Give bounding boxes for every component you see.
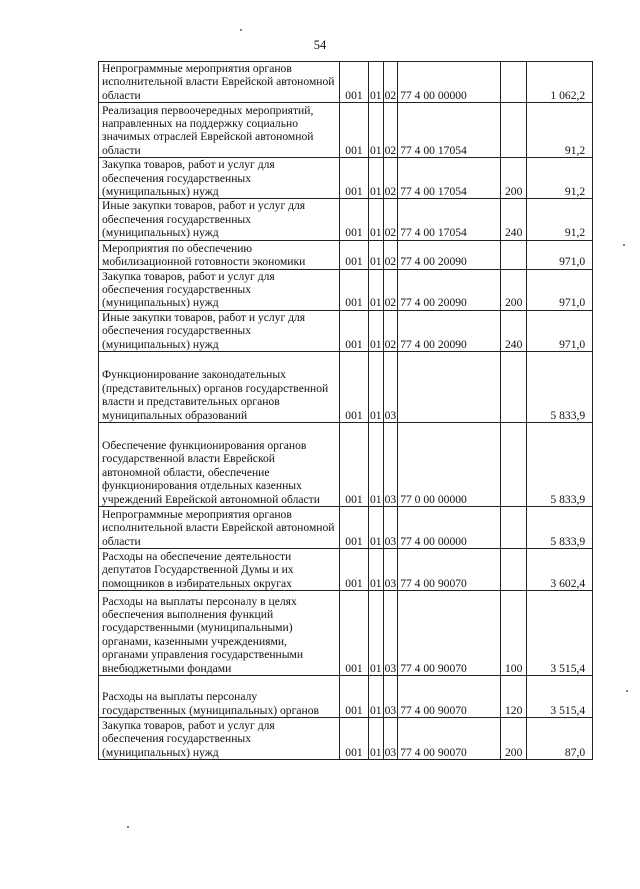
target-article-code: 77 4 00 90070 xyxy=(398,676,501,718)
grbs-code: 001 xyxy=(340,240,369,269)
grbs-code: 001 xyxy=(340,62,369,103)
amount: 971,0 xyxy=(527,310,593,351)
section-code: 01 xyxy=(369,352,384,423)
grbs-code: 001 xyxy=(340,718,369,760)
row-name: Непрограммные мероприятия органов исполнительной власти Еврейской автономной области xyxy=(99,507,340,549)
row-name: Расходы на обеспечение деятельности депутатов Государственной Думы и их помощников в избирательных округах xyxy=(99,549,340,591)
expense-type-code xyxy=(501,549,527,591)
row-name: Расходы на выплаты персоналу государственных (муниципальных) органов xyxy=(99,676,340,718)
target-article-code: 77 4 00 17054 xyxy=(398,103,501,158)
expense-type-code: 200 xyxy=(501,158,527,199)
grbs-code: 001 xyxy=(340,676,369,718)
expense-type-code: 200 xyxy=(501,718,527,760)
section-code: 01 xyxy=(369,310,384,351)
table-row xyxy=(99,240,593,269)
table-row xyxy=(99,199,593,240)
amount: 5 833,9 xyxy=(527,507,593,549)
subsection-code: 03 xyxy=(383,676,398,718)
table-row xyxy=(99,103,593,158)
expense-type-code xyxy=(501,352,527,423)
target-article-code: 77 4 00 20090 xyxy=(398,240,501,269)
table-body xyxy=(99,62,593,760)
target-article-code: 77 4 00 20090 xyxy=(398,310,501,351)
amount: 5 833,9 xyxy=(527,423,593,507)
table-row xyxy=(99,158,593,199)
scan-speck xyxy=(127,826,129,828)
amount: 5 833,9 xyxy=(527,352,593,423)
section-code: 01 xyxy=(369,158,384,199)
grbs-code: 001 xyxy=(340,591,369,676)
grbs-code: 001 xyxy=(340,158,369,199)
row-name: Обеспечение функционирования органов государственной власти Еврейской автономной области, обеспечение функционирования отдельных казенных учреждений Еврейской автономной области xyxy=(99,423,340,507)
scan-speck xyxy=(623,244,625,246)
budget-table xyxy=(98,61,593,760)
amount: 91,2 xyxy=(527,103,593,158)
page-number: 54 xyxy=(313,38,327,52)
amount: 971,0 xyxy=(527,269,593,310)
section-code: 01 xyxy=(369,718,384,760)
row-name: Реализация первоочередных мероприятий, направленных на поддержку социально значимых отраслей Еврейской автономной области xyxy=(99,103,340,158)
subsection-code: 02 xyxy=(383,199,398,240)
table-row xyxy=(99,310,593,351)
section-code: 01 xyxy=(369,62,384,103)
subsection-code: 03 xyxy=(383,352,398,423)
amount: 87,0 xyxy=(527,718,593,760)
target-article-code: 77 4 00 00000 xyxy=(398,62,501,103)
section-code: 01 xyxy=(369,103,384,158)
subsection-code: 03 xyxy=(383,507,398,549)
grbs-code: 001 xyxy=(340,423,369,507)
subsection-code: 02 xyxy=(383,158,398,199)
subsection-code: 03 xyxy=(383,423,398,507)
table-row xyxy=(99,507,593,549)
expense-type-code xyxy=(501,507,527,549)
subsection-code: 02 xyxy=(383,310,398,351)
section-code: 01 xyxy=(369,549,384,591)
grbs-code: 001 xyxy=(340,199,369,240)
section-code: 01 xyxy=(369,199,384,240)
table-row xyxy=(99,62,593,103)
row-name: Закупка товаров, работ и услуг для обеспечения государственных (муниципальных) нужд xyxy=(99,718,340,760)
subsection-code: 03 xyxy=(383,591,398,676)
grbs-code: 001 xyxy=(340,352,369,423)
section-code: 01 xyxy=(369,507,384,549)
grbs-code: 001 xyxy=(340,549,369,591)
grbs-code: 001 xyxy=(340,310,369,351)
target-article-code xyxy=(398,352,501,423)
table-row xyxy=(99,423,593,507)
row-name: Мероприятия по обеспечению мобилизационной готовности экономики xyxy=(99,240,340,269)
expense-type-code: 240 xyxy=(501,310,527,351)
subsection-code: 02 xyxy=(383,103,398,158)
table-row xyxy=(99,591,593,676)
amount: 91,2 xyxy=(527,158,593,199)
expense-type-code: 100 xyxy=(501,591,527,676)
expense-type-code: 120 xyxy=(501,676,527,718)
target-article-code: 77 0 00 00000 xyxy=(398,423,501,507)
table-row xyxy=(99,352,593,423)
row-name: Иные закупки товаров, работ и услуг для обеспечения государственных (муниципальных) нужд xyxy=(99,199,340,240)
subsection-code: 02 xyxy=(383,240,398,269)
target-article-code: 77 4 00 17054 xyxy=(398,158,501,199)
expense-type-code xyxy=(501,240,527,269)
expense-type-code: 200 xyxy=(501,269,527,310)
amount: 3 602,4 xyxy=(527,549,593,591)
row-name: Закупка товаров, работ и услуг для обеспечения государственных (муниципальных) нужд xyxy=(99,269,340,310)
section-code: 01 xyxy=(369,591,384,676)
scan-speck xyxy=(240,29,242,31)
row-name: Закупка товаров, работ и услуг для обеспечения государственных (муниципальных) нужд xyxy=(99,158,340,199)
expense-type-code xyxy=(501,423,527,507)
table-row xyxy=(99,549,593,591)
expense-type-code: 240 xyxy=(501,199,527,240)
subsection-code: 02 xyxy=(383,269,398,310)
amount: 91,2 xyxy=(527,199,593,240)
section-code: 01 xyxy=(369,423,384,507)
table-row xyxy=(99,718,593,760)
amount: 3 515,4 xyxy=(527,591,593,676)
grbs-code: 001 xyxy=(340,103,369,158)
grbs-code: 001 xyxy=(340,507,369,549)
target-article-code: 77 4 00 90070 xyxy=(398,718,501,760)
row-name: Непрограммные мероприятия органов исполнительной власти Еврейской автономной области xyxy=(99,62,340,103)
subsection-code: 03 xyxy=(383,549,398,591)
table-row xyxy=(99,269,593,310)
target-article-code: 77 4 00 90070 xyxy=(398,591,501,676)
expense-type-code xyxy=(501,103,527,158)
subsection-code: 03 xyxy=(383,718,398,760)
scan-speck xyxy=(626,690,628,692)
target-article-code: 77 4 00 20090 xyxy=(398,269,501,310)
amount: 1 062,2 xyxy=(527,62,593,103)
table-row xyxy=(99,676,593,718)
subsection-code: 02 xyxy=(383,62,398,103)
amount: 3 515,4 xyxy=(527,676,593,718)
target-article-code: 77 4 00 90070 xyxy=(398,549,501,591)
target-article-code: 77 4 00 17054 xyxy=(398,199,501,240)
section-code: 01 xyxy=(369,240,384,269)
expense-type-code xyxy=(501,62,527,103)
amount: 971,0 xyxy=(527,240,593,269)
grbs-code: 001 xyxy=(340,269,369,310)
section-code: 01 xyxy=(369,269,384,310)
section-code: 01 xyxy=(369,676,384,718)
row-name: Функционирование законодательных (представительных) органов государственной власти и представительных органов муниципальных образований xyxy=(99,352,340,423)
row-name: Расходы на выплаты персоналу в целях обеспечения выполнения функций государственными (муниципальными) органами, казенными учреждениями, органами управления государственными внебюджетными фондами xyxy=(99,591,340,676)
row-name: Иные закупки товаров, работ и услуг для обеспечения государственных (муниципальных) нужд xyxy=(99,310,340,351)
target-article-code: 77 4 00 00000 xyxy=(398,507,501,549)
